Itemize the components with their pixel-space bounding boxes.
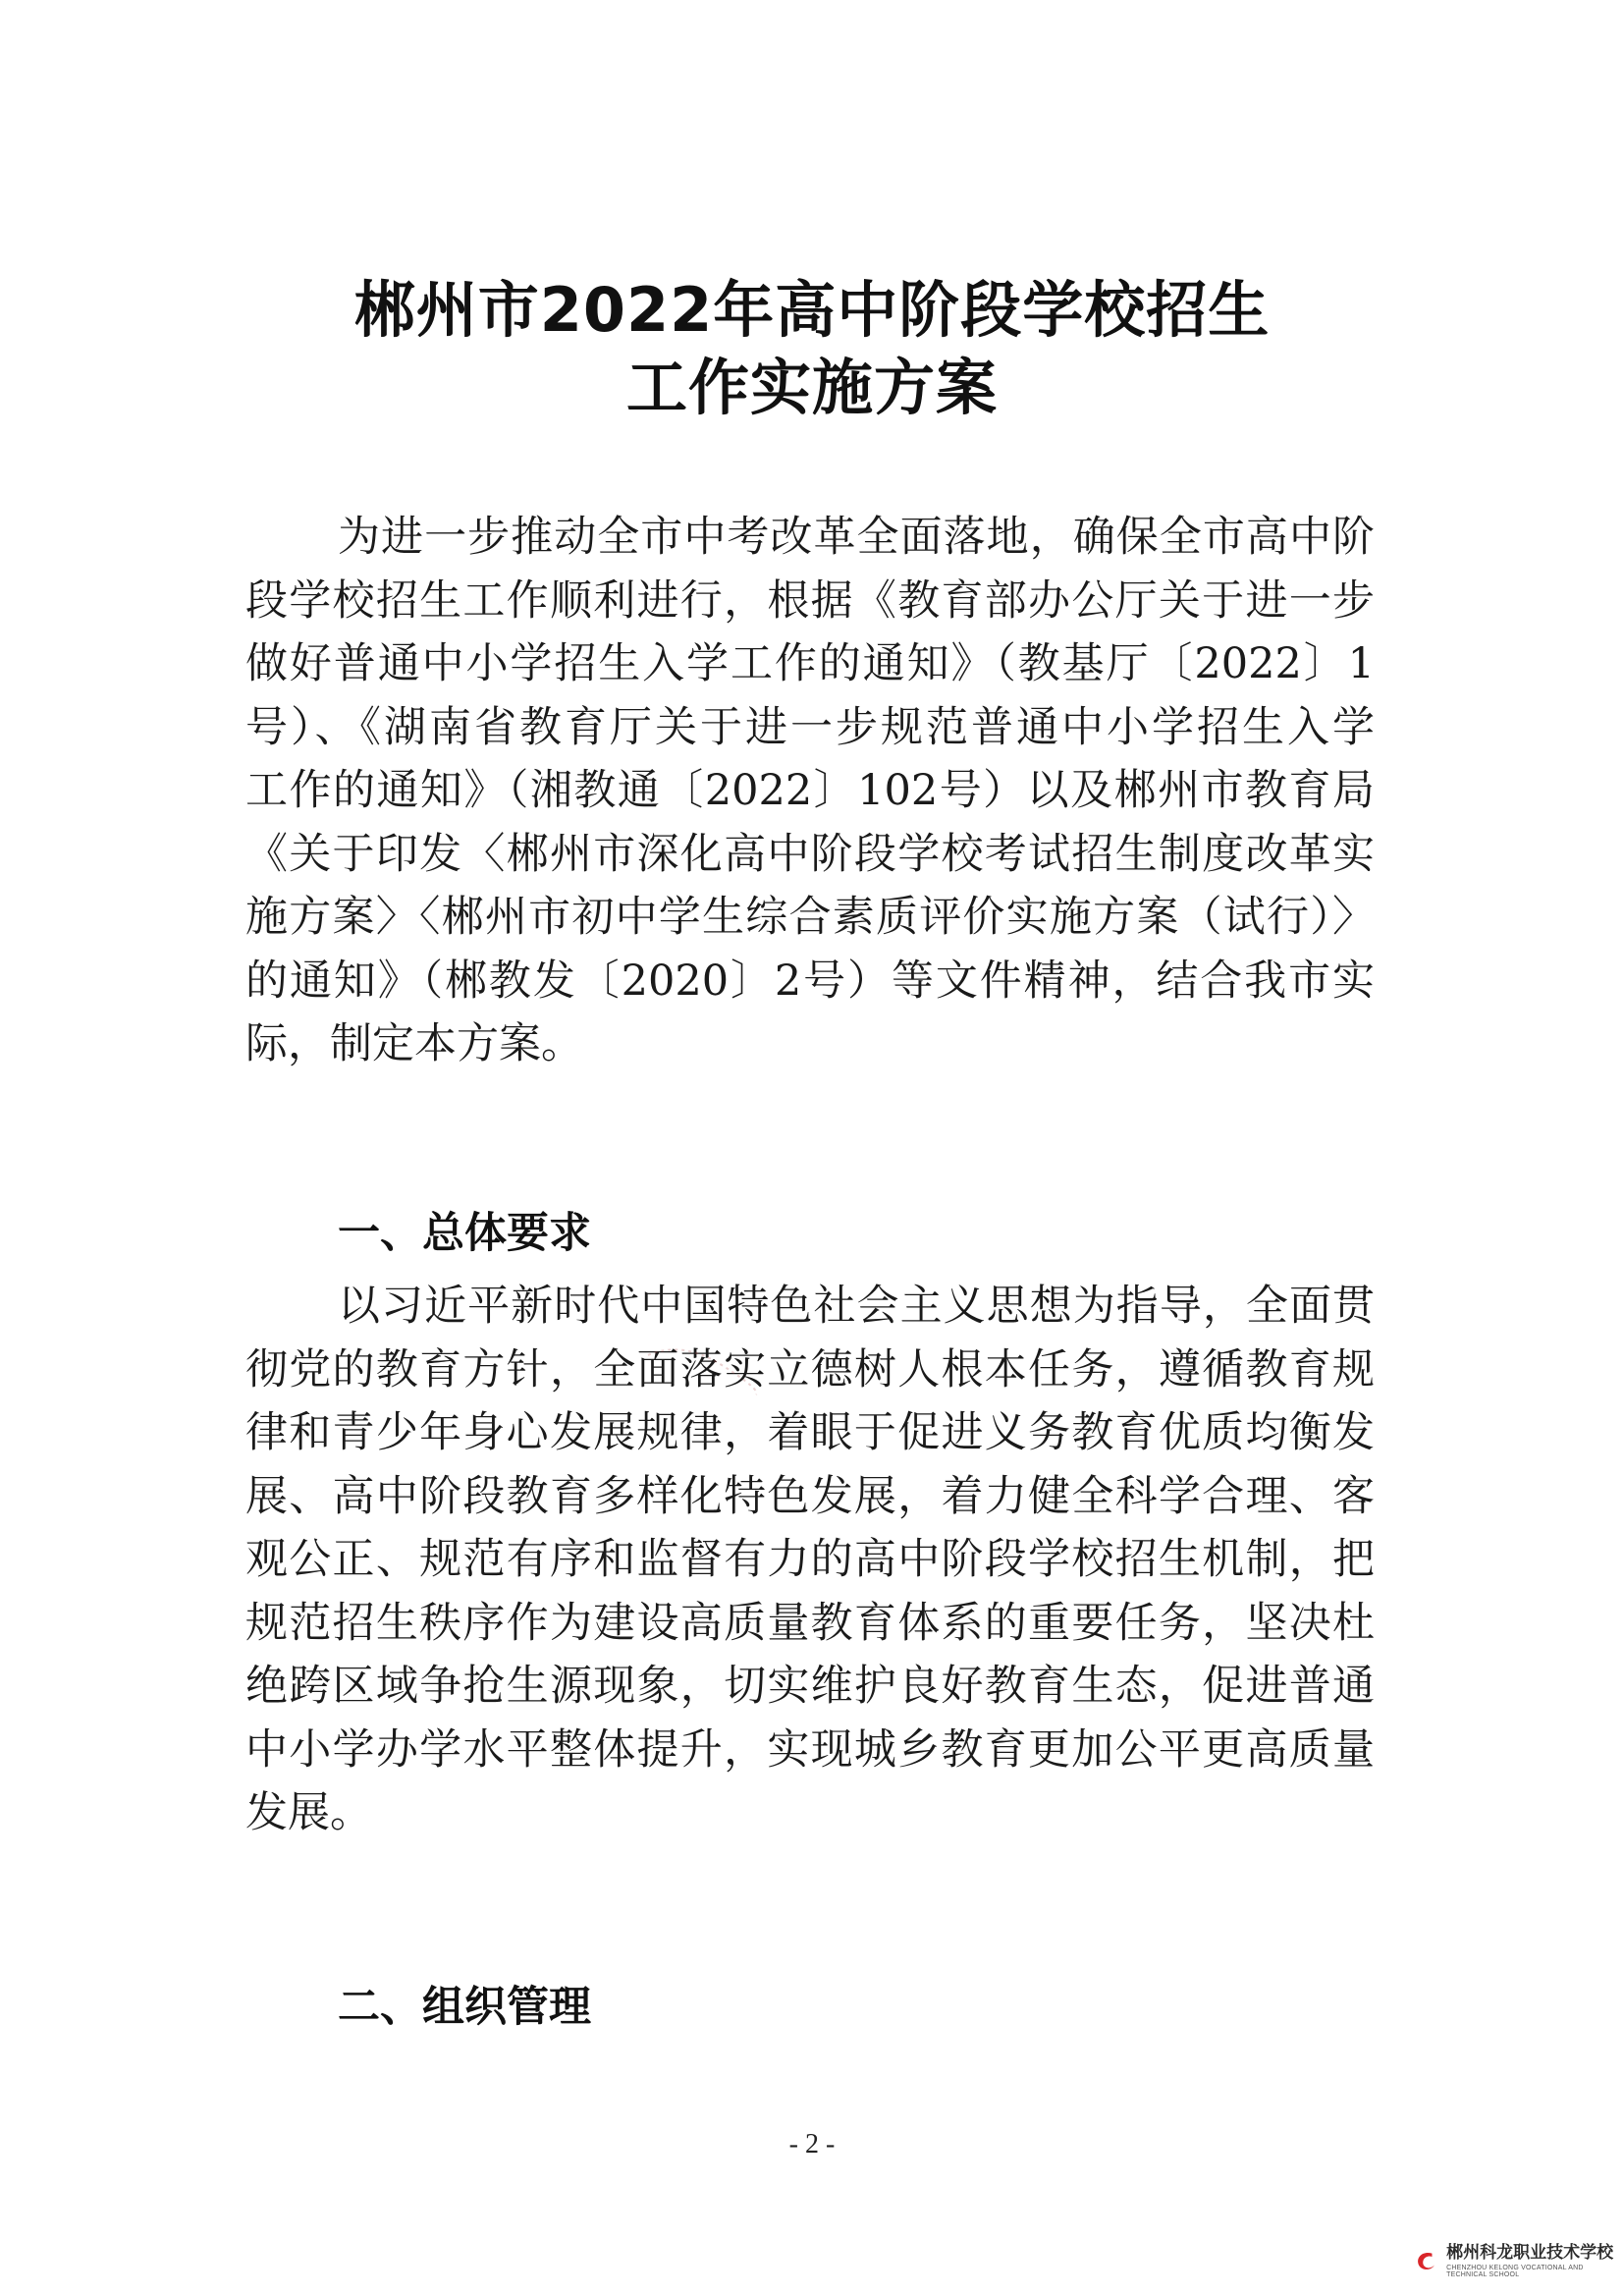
school-watermark (1414, 2245, 1624, 2278)
intro-paragraph (245, 506, 1375, 1076)
section1-line: 规范招生秩序作为建设高质量教育体系的重要任务，坚决杜 (245, 1598, 1375, 1648)
document-title-line-2: 工作实施方案 (625, 352, 998, 423)
section1-line: 观公正、规范有序和监督有力的高中阶段学校招生机制，把 (245, 1535, 1375, 1584)
intro-line: 际，制定本方案。 (245, 1019, 583, 1068)
intro-line: 号）、《湖南省教育厅关于进一步规范普通中小学招生入学 (245, 702, 1375, 752)
intro-line: 《关于印发〈郴州市深化高中阶段学校考试招生制度改革实 (245, 829, 1375, 879)
section1-line: 以习近平新时代中国特色社会主义思想为指导，全面贯 (338, 1282, 1375, 1331)
section1-line: 展、高中阶段教育多样化特色发展，着力健全科学合理、客 (245, 1471, 1375, 1521)
school-logo-icon (1414, 2247, 1438, 2276)
page-number: - 2 - (788, 2129, 836, 2159)
section-heading-general-requirements: 一、总体要求 (338, 1209, 591, 1258)
document-title-line-1: 郴州市2022年高中阶段学校招生 (353, 274, 1271, 346)
section1-line: 绝跨区域争抢生源现象，切实维护良好教育生态，促进普通 (245, 1662, 1375, 1711)
intro-line: 做好普通中小学招生入学工作的通知》（教基厅〔2022〕1 (245, 639, 1375, 688)
section-heading-organization: 二、组织管理 (338, 1983, 591, 2032)
school-name-en: CHENZHOU KELONG VOCATIONAL AND TECHNICAL SCHOOL (1446, 2265, 1584, 2278)
faint-seal-mark (643, 1336, 761, 1414)
intro-line: 段学校招生工作顺利进行，根据《教育部办公厅关于进一步 (245, 575, 1375, 626)
section1-line: 发展。 (245, 1788, 372, 1837)
section1-line: 中小学办学水平整体提升，实现城乡教育更加公平更高质量 (245, 1724, 1375, 1775)
section1-line: 律和青少年身心发展规律，着眼于促进义务教育优质均衡发 (245, 1408, 1375, 1457)
intro-line: 施方案〉〈郴州市初中学生综合素质评价实施方案（试行）〉 (245, 893, 1375, 942)
section1-line: 彻党的教育方针，全面落实立德树人根本任务，遵循教育规 (245, 1344, 1375, 1394)
general-requirements-paragraph (245, 1275, 1375, 1845)
school-name-cn: 郴州科龙职业技术学校 (1446, 2243, 1614, 2263)
intro-line: 的通知》（郴教发〔2020〕2号）等文件精神，结合我市实 (245, 956, 1375, 1006)
intro-line: 为进一步推动全市中考改革全面落地，确保全市高中阶 (338, 513, 1375, 562)
intro-line: 工作的通知》（湘教通〔2022〕102号）以及郴州市教育局 (245, 766, 1375, 815)
